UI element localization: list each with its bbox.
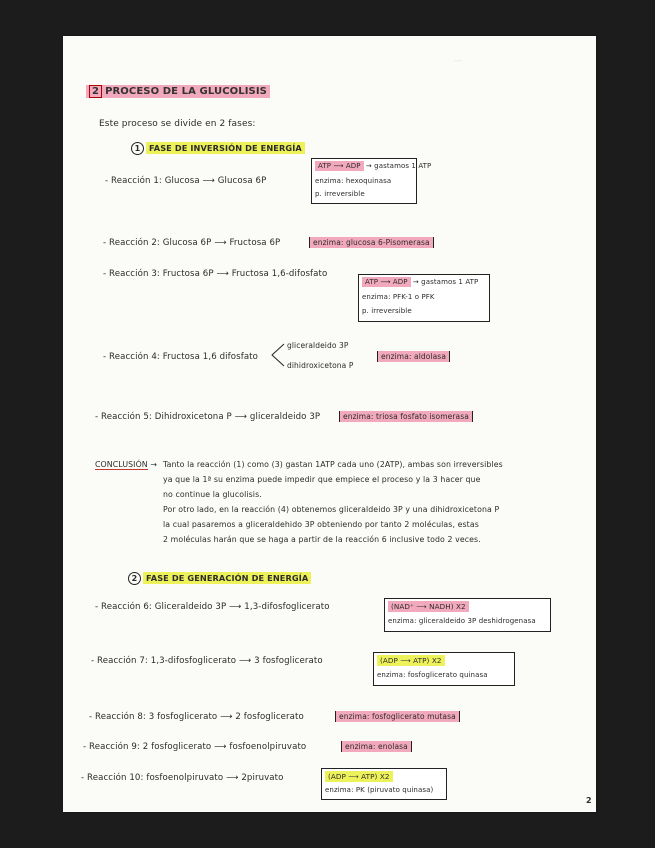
reaction-6 <box>95 602 330 612</box>
r8-enzyme: enzima: fosfoglicerato mutasa <box>336 711 459 722</box>
conclusion-label: CONCLUSIÓN <box>95 460 148 469</box>
conclusion-line-3: no continue la glucolisis. <box>163 490 262 499</box>
reaction-4 <box>103 352 258 362</box>
conclusion-label-wrap: CONCLUSIÓN → <box>95 460 157 469</box>
reaction-2-text: Glucosa 6P ⟶ Fructosa 6P <box>162 238 281 248</box>
phase2-number: 2 <box>128 572 141 585</box>
r7-atp: (ADP ⟶ ATP) X2 <box>377 655 445 666</box>
reaction-2-box <box>309 237 434 248</box>
reaction-5-label: - Reacción 5: <box>95 412 152 422</box>
reaction-1-box <box>311 158 432 204</box>
phase2-label: FASE DE GENERACIÓN DE ENERGÍA <box>143 572 311 584</box>
r7-enzyme: enzima: fosfoglicerato quinasa <box>377 671 488 679</box>
reaction-9 <box>83 742 306 752</box>
reaction-4-label: - Reacción 4: <box>103 352 160 362</box>
conclusion-line-5: la cual pasaremos a gliceraldehido 3P obteniendo por tanto 2 moléculas, estas <box>163 520 479 529</box>
r10-enzyme: enzima: PK (piruvato quinasa) <box>325 786 434 794</box>
reaction-10-label: - Reacción 10: <box>81 773 144 783</box>
conclusion-line-1: Tanto la reacción (1) como (3) gastan 1ATP cada uno (2ATP), ambas son irreversibles <box>163 460 503 469</box>
page-number: 2 <box>586 796 592 805</box>
reaction-8-text: 3 fosfoglicerato ⟶ 2 fosfoglicerato <box>148 712 304 722</box>
reaction-8-box <box>335 711 460 722</box>
r1-irreversible: p. irreversible <box>315 190 365 198</box>
r3-enzyme: enzima: PFK-1 o PFK <box>362 293 435 301</box>
conclusion-line-4: Por otro lado, en la reacción (4) obtenemos gliceraldeido 3P y una dihidroxicetona P <box>163 505 500 514</box>
phase1-number: 1 <box>131 142 144 155</box>
reaction-9-box <box>341 741 412 752</box>
r4-product-1: gliceraldeido 3P <box>287 341 349 350</box>
reaction-7 <box>91 656 323 666</box>
reaction-10-text: fosfoenolpiruvato ⟶ 2piruvato <box>146 773 284 783</box>
title-number: 2 <box>89 85 102 98</box>
conclusion-line-2: ya que la 1ª su enzima puede impedir que empiece el proceso y la 3 hacer que <box>163 475 481 484</box>
reaction-5-box <box>339 411 473 422</box>
r4-product-2: dihidroxicetona P <box>287 361 354 370</box>
r3-atp: ATP ⟶ ADP <box>362 277 411 287</box>
r10-atp: (ADP ⟶ ATP) X2 <box>325 771 393 782</box>
reaction-10 <box>81 773 284 783</box>
branch-arrow-icon <box>270 342 286 368</box>
r3-atp-note: → gastamos 1 ATP <box>412 278 479 286</box>
reaction-2-label: - Reacción 2: <box>103 238 160 248</box>
phase1-label: FASE DE INVERSIÓN DE ENERGÍA <box>146 142 305 154</box>
reaction-7-text: 1,3-difosfoglicerato ⟶ 3 fosfoglicerato <box>150 656 323 666</box>
conclusion-line-6: 2 moléculas harán que se haga a partir de la reacción 6 inclusive todo 2 veces. <box>163 535 481 544</box>
reaction-5 <box>95 412 320 422</box>
page-title: PROCESO DE LA GLUCOLISIS <box>105 86 267 97</box>
bleed-through: — <box>453 56 462 66</box>
reaction-4-box <box>377 351 450 362</box>
reaction-6-label: - Reacción 6: <box>95 602 152 612</box>
reaction-3-box <box>358 274 490 322</box>
r6-enzyme: enzima: gliceraldeido 3P deshidrogenasa <box>388 617 536 625</box>
phase1-heading <box>131 142 305 155</box>
reaction-6-box <box>384 598 551 632</box>
r9-enzyme: enzima: enolasa <box>342 741 411 752</box>
r5-enzyme: enzima: triosa fosfato isomerasa <box>340 411 472 422</box>
r1-atp: ATP ⟶ ADP <box>315 161 364 171</box>
r6-nad: (NAD⁺ ⟶ NADH) X2 <box>388 601 469 612</box>
notebook-page <box>63 36 596 812</box>
reaction-3-label: - Reacción 3: <box>103 269 160 279</box>
reaction-7-label: - Reacción 7: <box>91 656 148 666</box>
reaction-8-label: - Reacción 8: <box>89 712 146 722</box>
r1-enzyme: enzima: hexoquinasa <box>315 177 392 185</box>
reaction-10-box <box>321 768 447 800</box>
page-title-wrapper <box>86 86 270 97</box>
reaction-3-text: Fructosa 6P ⟶ Fructosa 1,6-difosfato <box>162 269 328 279</box>
reaction-8 <box>89 712 304 722</box>
r4-enzyme: enzima: aldolasa <box>378 351 449 362</box>
reaction-1-text: Glucosa ⟶ Glucosa 6P <box>164 176 267 186</box>
reaction-1 <box>105 176 266 186</box>
phase2-heading <box>128 572 311 585</box>
r1-atp-note: → gastamos 1 ATP <box>365 162 432 170</box>
reaction-4-text: Fructosa 1,6 difosfato <box>162 352 259 362</box>
reaction-2 <box>103 238 280 248</box>
intro-text: Este proceso se divide en 2 fases: <box>99 119 256 129</box>
reaction-7-box <box>373 652 515 686</box>
r2-enzyme: enzima: glucosa 6-Pisomerasa <box>310 237 433 248</box>
reaction-9-label: - Reacción 9: <box>83 742 140 752</box>
reaction-5-text: Dihidroxicetona P ⟶ gliceraldeido 3P <box>154 412 321 422</box>
reaction-6-text: Gliceraldeido 3P ⟶ 1,3-difosfoglicerato <box>154 602 330 612</box>
r3-irreversible: p. irreversible <box>362 307 412 315</box>
reaction-9-text: 2 fosfoglicerato ⟶ fosfoenolpiruvato <box>142 742 307 752</box>
reaction-3 <box>103 269 327 279</box>
reaction-1-label: - Reacción 1: <box>105 176 162 186</box>
